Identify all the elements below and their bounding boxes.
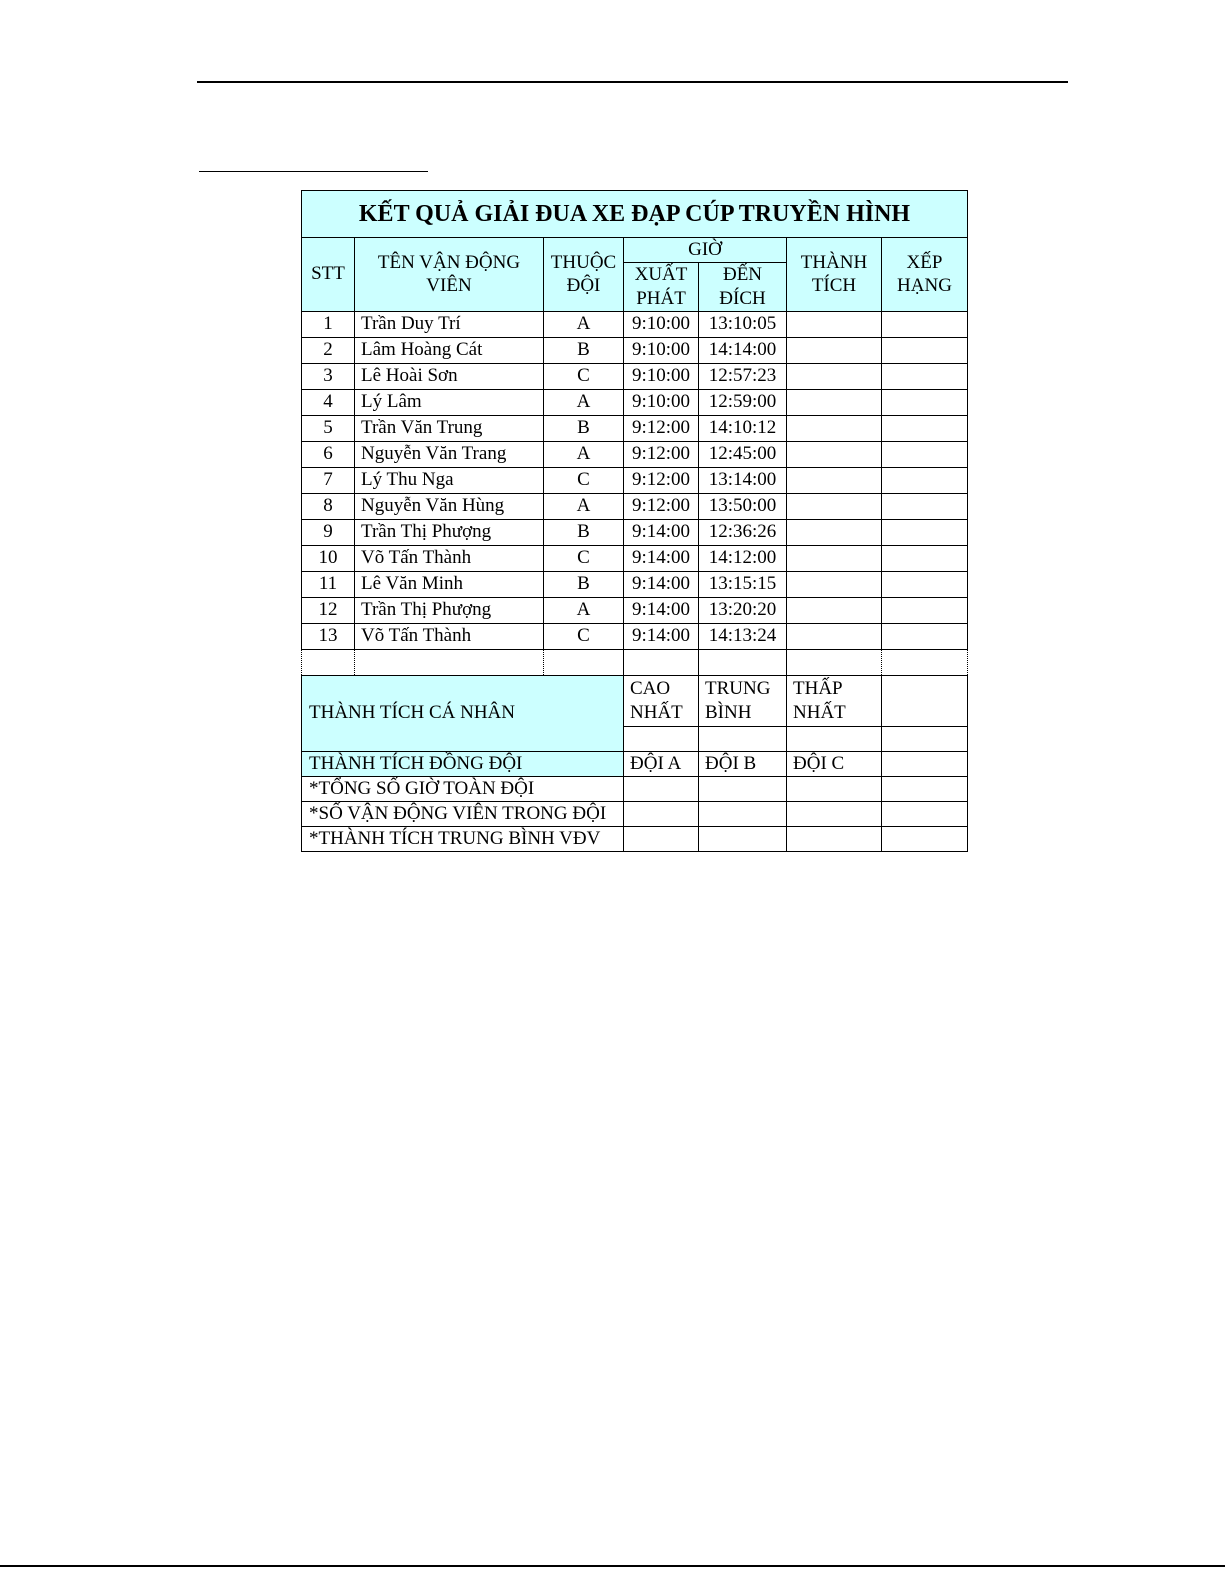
cell-rank [882,441,968,467]
cell-team: A [544,389,624,415]
individual-avg-value [699,726,787,751]
cell-finish-time: 12:36:26 [699,519,787,545]
individual-label: THÀNH TÍCH CÁ NHÂN [302,675,624,751]
blank-cell [787,649,882,675]
cell-start-time: 9:10:00 [624,337,699,363]
cell-athlete-name: Lý Thu Nga [355,467,544,493]
cell-stt: 11 [302,571,355,597]
cell-athlete-name: Trần Văn Trung [355,415,544,441]
cell-athlete-name: Trần Duy Trí [355,311,544,337]
header-team: THUỘC ĐỘI [544,238,624,312]
team-a-header: ĐỘI A [624,751,699,776]
individual-avg: TRUNG BÌNH [699,675,787,726]
cell-rank [882,597,968,623]
cell-team: C [544,467,624,493]
cell-team: A [544,493,624,519]
section-underline [199,171,428,172]
table-row [302,519,968,545]
cell-stt: 7 [302,467,355,493]
cell-rank [882,415,968,441]
results-table [301,190,968,852]
cell-athlete-name: Lý Lâm [355,389,544,415]
cell-team: A [544,441,624,467]
cell-stt: 12 [302,597,355,623]
header-finish: ĐẾN ĐÍCH [699,263,787,312]
cell-stt: 4 [302,389,355,415]
blank-cell [544,649,624,675]
cell-start-time: 9:12:00 [624,441,699,467]
cell-start-time: 9:14:00 [624,519,699,545]
cell-team: A [544,311,624,337]
empty-cell [882,751,968,776]
empty-cell [699,776,787,801]
cell-team: B [544,571,624,597]
header-rank: XẾP HẠNG [882,238,968,312]
empty-cell [882,675,968,726]
cell-result [787,467,882,493]
team-average-result-label: *THÀNH TÍCH TRUNG BÌNH VĐV [302,826,624,851]
table-row [302,415,968,441]
team-c-header: ĐỘI C [787,751,882,776]
cell-result [787,597,882,623]
cell-result [787,441,882,467]
header-rule [197,81,1068,83]
cell-athlete-name: Lê Hoài Sơn [355,363,544,389]
header-time-group: GIỜ [624,238,787,263]
cell-team: A [544,597,624,623]
cell-rank [882,623,968,649]
cell-stt: 10 [302,545,355,571]
cell-finish-time: 12:57:23 [699,363,787,389]
cell-athlete-name: Trần Thị Phượng [355,519,544,545]
cell-stt: 3 [302,363,355,389]
cell-rank [882,467,968,493]
table-row [302,597,968,623]
cell-team: C [544,363,624,389]
empty-cell [624,801,699,826]
table-title: KẾT QUẢ GIẢI ĐUA XE ĐẠP CÚP TRUYỀN HÌNH [302,191,968,238]
cell-rank [882,493,968,519]
cell-result [787,623,882,649]
cell-finish-time: 14:12:00 [699,545,787,571]
cell-athlete-name: Võ Tấn Thành [355,545,544,571]
cell-result [787,311,882,337]
cell-team: B [544,519,624,545]
individual-low: THẤP NHẤT [787,675,882,726]
individual-high: CAO NHẤT [624,675,699,726]
table-row [302,311,968,337]
header-start: XUẤT PHÁT [624,263,699,312]
cell-finish-time: 13:10:05 [699,311,787,337]
footer-rule [0,1565,1225,1567]
cell-athlete-name: Võ Tấn Thành [355,623,544,649]
cell-athlete-name: Trần Thị Phượng [355,597,544,623]
cell-result [787,493,882,519]
team-stats-label: THÀNH TÍCH ĐỒNG ĐỘI [302,751,624,776]
table-row [302,389,968,415]
cell-start-time: 9:14:00 [624,623,699,649]
cell-start-time: 9:10:00 [624,389,699,415]
empty-cell [699,801,787,826]
cell-team: C [544,623,624,649]
empty-cell [699,826,787,851]
cell-team: C [544,545,624,571]
cell-start-time: 9:14:00 [624,597,699,623]
header-stt: STT [302,238,355,312]
header-name: TÊN VẬN ĐỘNG VIÊN [355,238,544,312]
table-row [302,545,968,571]
cell-start-time: 9:14:00 [624,571,699,597]
cell-athlete-name: Lâm Hoàng Cát [355,337,544,363]
table-row [302,493,968,519]
cell-rank [882,311,968,337]
empty-cell [787,776,882,801]
team-total-hours-label: *TỔNG SỐ GIỜ TOÀN ĐỘI [302,776,624,801]
cell-result [787,545,882,571]
table-row [302,337,968,363]
team-b-header: ĐỘI B [699,751,787,776]
blank-cell [624,649,699,675]
cell-result [787,415,882,441]
cell-finish-time: 13:50:00 [699,493,787,519]
cell-start-time: 9:10:00 [624,311,699,337]
cell-rank [882,545,968,571]
cell-start-time: 9:12:00 [624,493,699,519]
cell-result [787,337,882,363]
blank-cell [302,649,355,675]
empty-cell [787,826,882,851]
cell-stt: 2 [302,337,355,363]
empty-cell [787,801,882,826]
individual-low-value [787,726,882,751]
blank-cell [699,649,787,675]
cell-result [787,363,882,389]
cell-rank [882,337,968,363]
blank-cell [355,649,544,675]
cell-finish-time: 12:45:00 [699,441,787,467]
cell-start-time: 9:12:00 [624,467,699,493]
cell-team: B [544,415,624,441]
cell-athlete-name: Nguyễn Văn Trang [355,441,544,467]
cell-result [787,519,882,545]
blank-cell [882,649,968,675]
cell-finish-time: 14:10:12 [699,415,787,441]
cell-result [787,571,882,597]
cell-start-time: 9:12:00 [624,415,699,441]
table-row [302,467,968,493]
cell-rank [882,519,968,545]
empty-cell [882,776,968,801]
cell-athlete-name: Nguyễn Văn Hùng [355,493,544,519]
cell-finish-time: 13:15:15 [699,571,787,597]
cell-rank [882,389,968,415]
empty-cell [882,826,968,851]
cell-finish-time: 13:20:20 [699,597,787,623]
cell-start-time: 9:10:00 [624,363,699,389]
cell-finish-time: 12:59:00 [699,389,787,415]
cell-team: B [544,337,624,363]
cell-stt: 13 [302,623,355,649]
empty-cell [882,801,968,826]
header-result: THÀNH TÍCH [787,238,882,312]
cell-rank [882,363,968,389]
cell-athlete-name: Lê Văn Minh [355,571,544,597]
cell-stt: 9 [302,519,355,545]
cell-stt: 1 [302,311,355,337]
empty-cell [624,826,699,851]
table-row [302,623,968,649]
cell-rank [882,571,968,597]
cell-stt: 8 [302,493,355,519]
cell-result [787,389,882,415]
team-athlete-count-label: *SỐ VẬN ĐỘNG VIÊN TRONG ĐỘI [302,801,624,826]
individual-high-value [624,726,699,751]
cell-finish-time: 14:14:00 [699,337,787,363]
cell-finish-time: 14:13:24 [699,623,787,649]
cell-start-time: 9:14:00 [624,545,699,571]
cell-stt: 5 [302,415,355,441]
table-row [302,441,968,467]
empty-cell [882,726,968,751]
empty-cell [624,776,699,801]
table-row [302,571,968,597]
cell-stt: 6 [302,441,355,467]
cell-finish-time: 13:14:00 [699,467,787,493]
table-row [302,363,968,389]
